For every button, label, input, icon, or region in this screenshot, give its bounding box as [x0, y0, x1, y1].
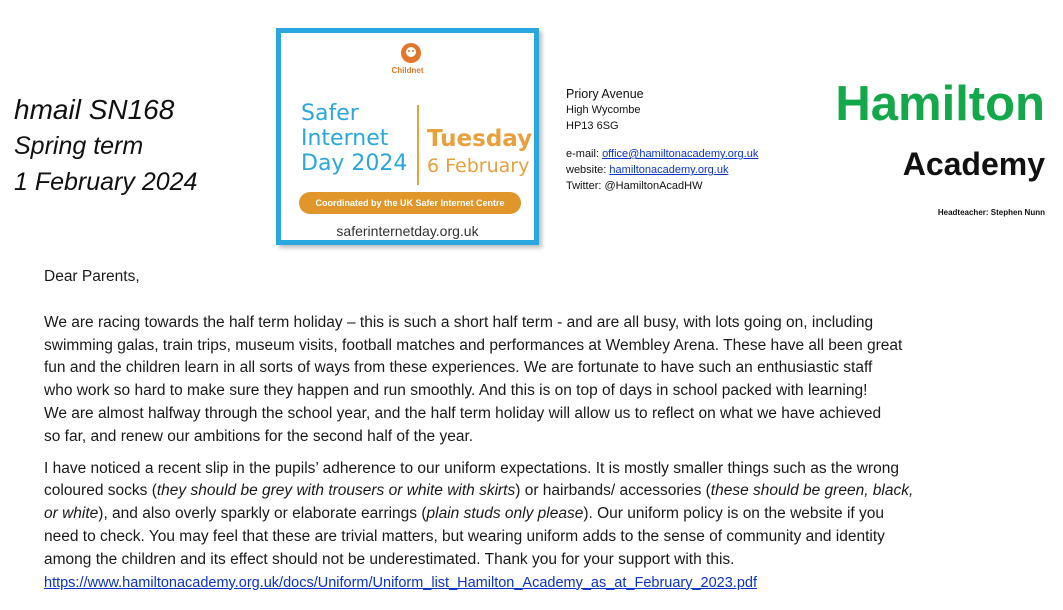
- sid-divider: [417, 105, 419, 185]
- letter-body: [44, 266, 1044, 594]
- paragraph-text: ), and also overly sparkly or elaborate earrings (: [98, 505, 427, 523]
- paragraph-line: I have noticed a recent slip in the pupils’ adherence to our uniform expectations. It is mostly smaller things such as the wrong: [44, 459, 899, 477]
- paragraph-2: [44, 458, 1044, 595]
- paragraph-line: We are almost halfway through the school year, and the half term holiday will allow us to reflect on what we have achieved: [44, 404, 882, 422]
- school-address: [566, 86, 758, 194]
- paragraph-line: swimming galas, train trips, museum visits, football matches and performances at Wembley Arena. These have all been great: [44, 336, 903, 354]
- email-link[interactable]: office@hamiltonacademy.org.uk: [602, 148, 759, 160]
- paragraph-line: need to check. You may feel that these are trivial matters, but wearing uniform adds to the sense of community and identity: [44, 527, 885, 545]
- sid-day: Tuesday: [427, 126, 533, 152]
- email-line: [566, 146, 758, 162]
- paragraph-text: ). Our uniform policy is on the website if you: [583, 505, 884, 523]
- paragraph-line: among the children and its effect should not be underestimated. Thank you for your support with this.: [44, 550, 735, 568]
- sid-url: saferinternetday.org.uk: [336, 223, 479, 239]
- paragraph-text: ) or hairbands/ accessories (: [515, 482, 711, 500]
- website-link[interactable]: hamiltonacademy.org.uk: [609, 164, 729, 176]
- paragraph-italic: plain studs only please: [426, 505, 584, 523]
- paragraph-line: We are racing towards the half term holiday – this is such a short half term - and are all busy, with lots going on, including: [44, 313, 874, 331]
- school-name-academy: Academy: [902, 146, 1045, 182]
- sid-date: [427, 125, 532, 179]
- paragraph-1: [44, 312, 1044, 449]
- sid-title-line2: Internet: [301, 126, 389, 151]
- sid-title: [301, 101, 407, 176]
- school-name-hamilton: Hamilton: [835, 77, 1045, 131]
- issue-info: [14, 92, 197, 200]
- address-gap: [566, 134, 758, 146]
- website-line: [566, 162, 758, 178]
- paragraph-italic: or white: [44, 505, 99, 523]
- greeting: Dear Parents,: [44, 268, 140, 285]
- issue-number: hmail SN168: [14, 94, 175, 125]
- paragraph-italic: these should be green, black,: [710, 482, 914, 500]
- address-street: Priory Avenue: [566, 87, 644, 101]
- uniform-list-link[interactable]: https://www.hamiltonacademy.org.uk/docs/Uniform/Uniform_list_Hamilton_Academy_as_at_February_2023.pdf: [44, 574, 757, 591]
- twitter-line: Twitter: @HamiltonAcadHW: [566, 180, 703, 192]
- paragraph-line: so far, and renew our ambitions for the second half of the year.: [44, 427, 474, 445]
- issue-term: Spring term: [14, 132, 144, 160]
- paragraph-line: fun and the children learn in all sorts of ways from these experiences. We are fortunate to have such an enthusiastic staff: [44, 359, 873, 377]
- sid-date-text: 6 February: [427, 155, 530, 177]
- childnet-logo-icon: [399, 41, 423, 65]
- paragraph-line: who work so hard to make sure they happen and run smoothly. And this is on top of days in school packed with learning!: [44, 382, 868, 400]
- email-label: e-mail:: [566, 148, 603, 160]
- childnet-logo-text: Childnet: [391, 66, 424, 75]
- sid-title-line1: Safer: [301, 101, 359, 126]
- sid-coordinated-pill: Coordinated by the UK Safer Internet Centre: [299, 192, 521, 214]
- sid-title-line3: Day 2024: [301, 151, 408, 176]
- paragraph-text: coloured socks (: [44, 482, 157, 500]
- safer-internet-day-banner: [276, 28, 539, 245]
- issue-date: 1 February 2024: [14, 168, 198, 196]
- address-town: High Wycombe: [566, 104, 641, 116]
- paragraph-italic: they should be grey with trousers or white with skirts: [156, 482, 516, 500]
- address-postcode: HP13 6SG: [566, 120, 619, 132]
- headteacher: Headteacher: Stephen Nunn: [937, 208, 1045, 217]
- website-label: website:: [566, 164, 610, 176]
